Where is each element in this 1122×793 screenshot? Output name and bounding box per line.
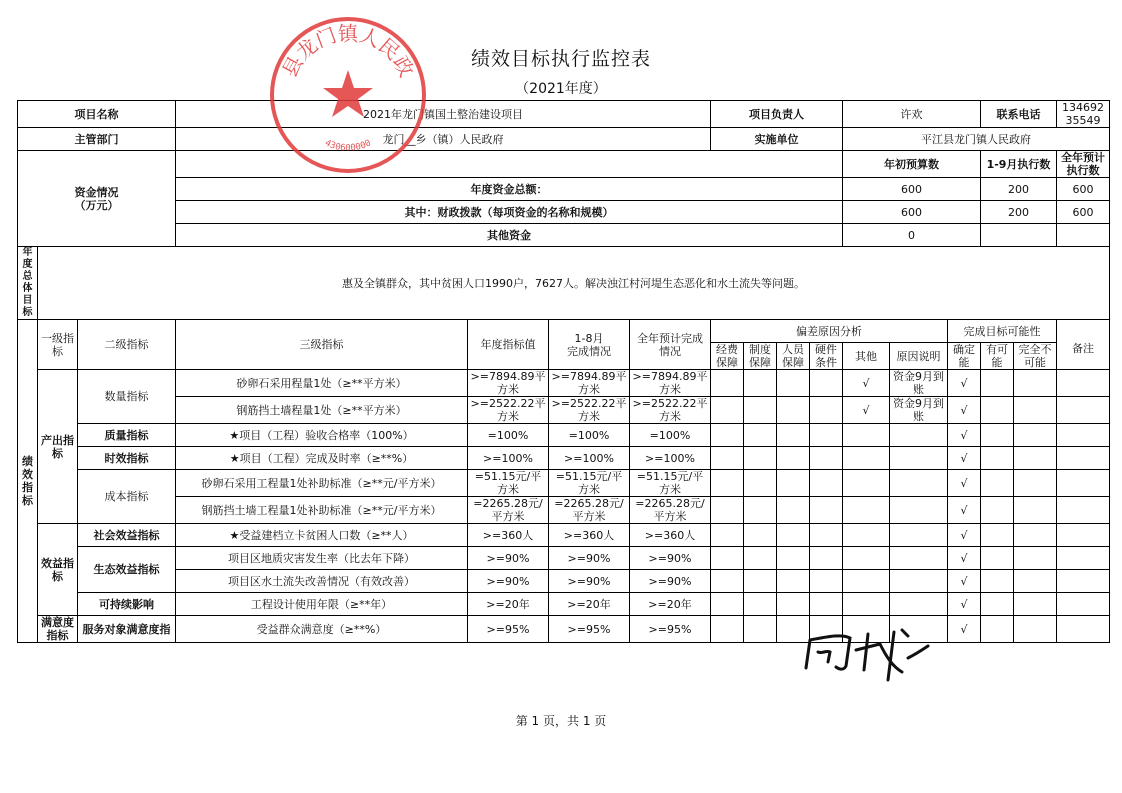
funds-row-value: 600 [1057,201,1110,224]
level3-indicator: 项目区水土流失改善情况（有效改善） [176,570,468,593]
seal-star-icon [323,70,373,117]
project-name-label: 项目名称 [18,101,176,128]
funds-row-value: 600 [843,201,981,224]
level3-indicator: ★项目（工程）完成及时率（≥**%） [176,447,468,470]
dev-reason [890,424,948,447]
dept-value: 龙门__乡（镇）人民政府 [176,128,711,151]
phone-value: 13469235549 [1057,101,1110,128]
done-value: =100% [549,424,630,447]
dev-reason [890,470,948,497]
monitoring-table [17,100,1110,643]
dev-other-mark [843,470,890,497]
target-value: =2265.28元/平方米 [468,497,549,524]
forecast-value: =100% [630,424,711,447]
pos-sure-mark: √ [948,616,981,643]
dev-other-mark [843,524,890,547]
done-value: >=7894.89平方米 [549,370,630,397]
funds-row-label: 其他资金 [176,224,843,247]
annual-goal-label: 年度总体目标 [18,247,38,320]
forecast-value: >=95% [630,616,711,643]
target-value: >=2522.22平方米 [468,397,549,424]
dev-reason [890,524,948,547]
pos-sure-mark: √ [948,447,981,470]
header-deviation: 偏差原因分析 [711,320,948,343]
level2-quantity: 数量指标 [78,370,176,424]
level2-timeliness: 时效指标 [78,447,176,470]
target-value: >=100% [468,447,549,470]
funds-row-value [1057,224,1110,247]
target-value: >=360人 [468,524,549,547]
target-value: =51.15元/平方米 [468,470,549,497]
level3-indicator: 砂卵石采用工程量1处补助标准（≥**元/平方米） [176,470,468,497]
dev-other-mark [843,547,890,570]
header-dev-funding: 经费保障 [711,343,744,370]
level1-benefit: 效益指标 [38,524,78,616]
header-dev-system: 制度保障 [744,343,777,370]
funds-row-value: 200 [981,201,1057,224]
dev-reason: 资金9月到账 [890,397,948,424]
forecast-value: >=100% [630,447,711,470]
header-forecast: 全年预计完成情况 [630,320,711,370]
funds-row-label: 其中：财政拨款（每项资金的名称和规模） [176,201,843,224]
impl-unit-value: 平江县龙门镇人民政府 [843,128,1110,151]
header-dev-reason: 原因说明 [890,343,948,370]
funds-header-executed: 1-9月执行数 [981,151,1057,178]
done-value: >=2522.22平方米 [549,397,630,424]
dev-other-mark: √ [843,370,890,397]
level2-ecological: 生态效益指标 [78,547,176,593]
dept-label: 主管部门 [18,128,176,151]
impl-unit-label: 实施单位 [711,128,843,151]
level2-cost: 成本指标 [78,470,176,524]
level3-indicator: 钢筋挡土墙工程量1处补助标准（≥**元/平方米） [176,497,468,524]
target-value: =100% [468,424,549,447]
header-possibility: 完成目标可能性 [948,320,1057,343]
dev-other-mark [843,424,890,447]
funds-label: 资金情况 （万元） [18,151,176,247]
pos-sure-mark: √ [948,570,981,593]
funds-header-forecast: 全年预计执行数 [1057,151,1110,178]
project-leader-value: 许欢 [843,101,981,128]
dev-reason [890,547,948,570]
perf-side-label: 绩效指标 [18,320,38,643]
dev-reason [890,447,948,470]
pos-sure-mark: √ [948,470,981,497]
document-year: （2021年度） [515,81,607,97]
done-value: >=20年 [549,593,630,616]
dev-reason: 资金9月到账 [890,370,948,397]
level3-indicator: ★项目（工程）验收合格率（100%） [176,424,468,447]
header-note: 备注 [1057,320,1110,370]
dev-reason [890,497,948,524]
level2-sustainable: 可持续影响 [78,593,176,616]
header-pos-sure: 确定能 [948,343,981,370]
dev-other-mark [843,497,890,524]
header-level1: 一级指标 [38,320,78,370]
forecast-value: >=20年 [630,593,711,616]
header-dev-staff: 人员保障 [777,343,810,370]
official-seal [265,12,431,178]
level2-quality: 质量指标 [78,424,176,447]
phone-label: 联系电话 [981,101,1057,128]
forecast-value: >=360人 [630,524,711,547]
pos-sure-mark: √ [948,370,981,397]
pos-sure-mark: √ [948,524,981,547]
level3-indicator: 受益群众满意度（≥**%） [176,616,468,643]
level3-indicator: 钢筋挡土墙程量1处（≥**平方米） [176,397,468,424]
svg-text:430600000 [323,138,373,153]
funds-row-value: 600 [1057,178,1110,201]
header-level2: 二级指标 [78,320,176,370]
dev-reason [890,570,948,593]
dev-other-mark: √ [843,397,890,424]
level2-social: 社会效益指标 [78,524,176,547]
header-level3: 三级指标 [176,320,468,370]
funds-row-value: 600 [843,178,981,201]
header-dev-hardware: 硬件条件 [810,343,843,370]
header-pos-impossible: 完全不可能 [1014,343,1057,370]
target-value: >=95% [468,616,549,643]
seal-text: 县龙门镇人民政 [277,21,419,81]
dev-other-mark [843,447,890,470]
project-name-value: 2021年龙门镇国土整治建设项目 [176,101,711,128]
done-value: >=90% [549,570,630,593]
funds-header-budget: 年初预算数 [843,151,981,178]
done-value: >=360人 [549,524,630,547]
header-done: 1-8月 完成情况 [549,320,630,370]
level3-indicator: ★受益建档立卡贫困人口数（≥**人） [176,524,468,547]
forecast-value: >=7894.89平方米 [630,370,711,397]
funds-row-label: 年度资金总额： [176,178,843,201]
handwritten-signature [790,610,950,690]
target-value: >=7894.89平方米 [468,370,549,397]
target-value: >=90% [468,570,549,593]
project-leader-label: 项目负责人 [711,101,843,128]
level1-satisfaction: 满意度指标 [38,616,78,643]
document-title: 绩效目标执行监控表 [470,48,651,70]
header-dev-other: 其他 [843,343,890,370]
pos-sure-mark: √ [948,593,981,616]
done-value: =51.15元/平方米 [549,470,630,497]
level3-indicator: 项目区地质灾害发生率（比去年下降） [176,547,468,570]
done-value: =2265.28元/平方米 [549,497,630,524]
done-value: >=90% [549,547,630,570]
target-value: >=20年 [468,593,549,616]
level3-indicator: 砂卵石采用程量1处（≥**平方米） [176,370,468,397]
pos-sure-mark: √ [948,547,981,570]
header-target: 年度指标值 [468,320,549,370]
funds-row-value: 200 [981,178,1057,201]
forecast-value: =51.15元/平方米 [630,470,711,497]
pos-sure-mark: √ [948,497,981,524]
pos-sure-mark: √ [948,397,981,424]
page-footer: 第 1 页，共 1 页 [515,714,607,728]
funds-row-value: 0 [843,224,981,247]
dev-other-mark [843,570,890,593]
forecast-value: >=90% [630,547,711,570]
level3-indicator: 工程设计使用年限（≥**年） [176,593,468,616]
forecast-value: =2265.28元/平方米 [630,497,711,524]
forecast-value: >=2522.22平方米 [630,397,711,424]
header-pos-maybe: 有可能 [981,343,1014,370]
funds-row-value [981,224,1057,247]
level2-service-satisfaction: 服务对象满意度指 [78,616,176,643]
done-value: >=95% [549,616,630,643]
seal-number: 430600000 [323,138,373,154]
annual-goal-text: 惠及全镇群众，其中贫困人口1990户，7627人。解决浊江村河堤生态恶化和水土流失等问题。 [38,247,1110,320]
forecast-value: >=90% [630,570,711,593]
level1-output: 产出指标 [38,370,78,524]
target-value: >=90% [468,547,549,570]
done-value: >=100% [549,447,630,470]
pos-sure-mark: √ [948,424,981,447]
